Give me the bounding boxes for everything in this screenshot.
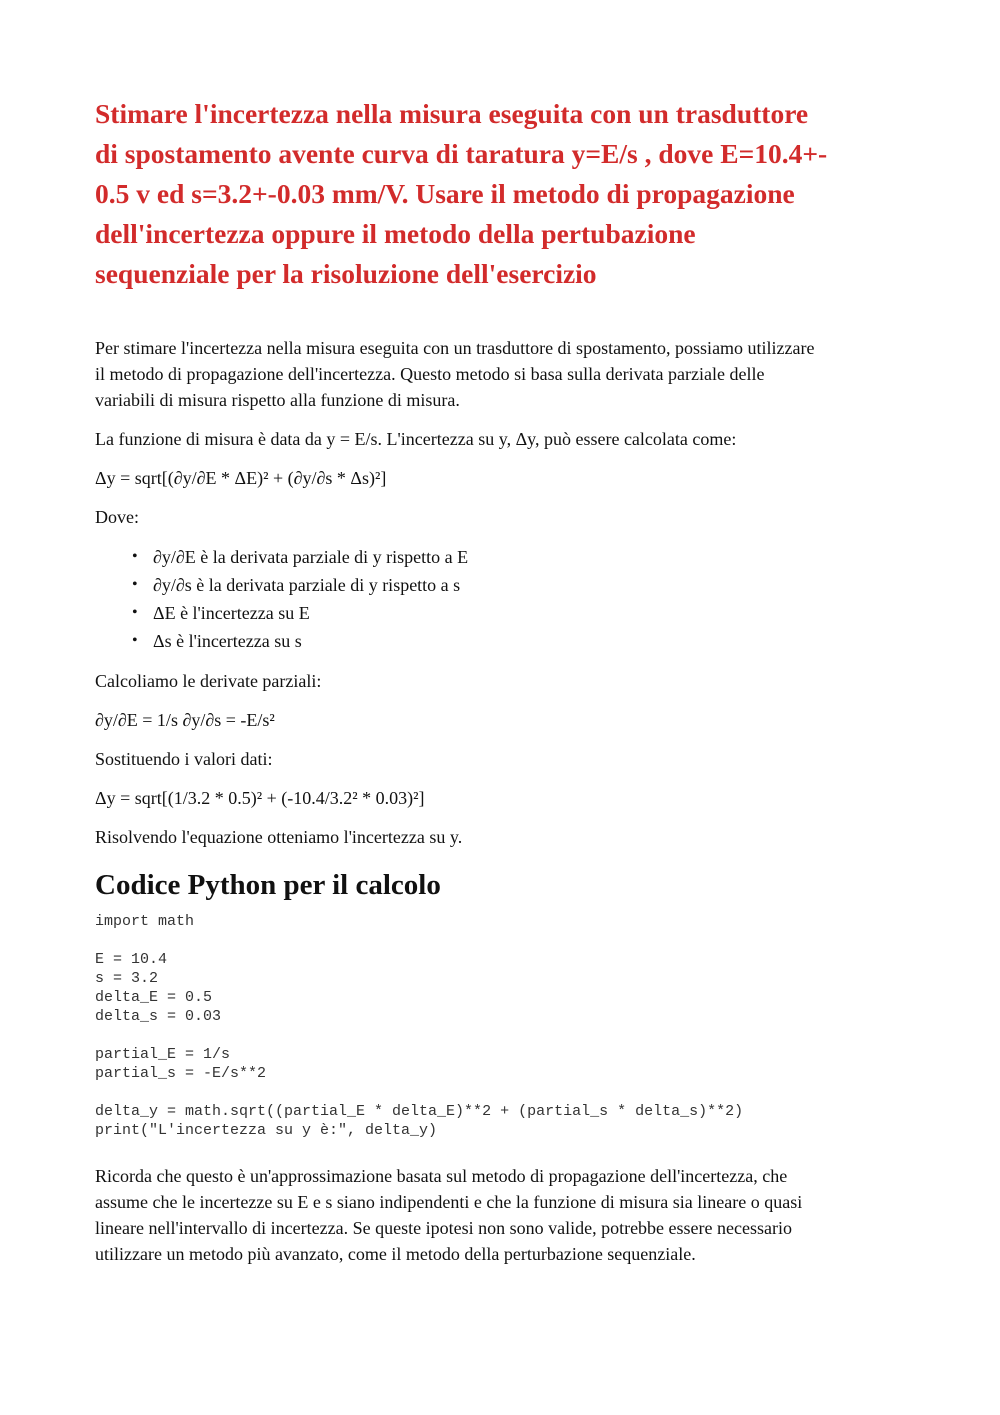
where-label: Dove: bbox=[95, 507, 139, 527]
function-paragraph: La funzione di misura è data da y = E/s. L'incertezza su y, Δy, può essere calcolata come: bbox=[95, 429, 737, 449]
document-page bbox=[95, 94, 915, 1267]
list-item-text: ∂y/∂s è la derivata parziale di y rispetto a s bbox=[153, 575, 461, 595]
where-list bbox=[95, 543, 915, 655]
title-line: 0.5 v ed s=3.2+-0.03 mm/V. Usare il metodo di propagazione bbox=[95, 178, 795, 209]
list-item bbox=[132, 627, 915, 655]
list-item-text: ∂y/∂E è la derivata parziale di y rispetto a E bbox=[153, 547, 469, 567]
final-line: assume che le incertezze su E e s siano indipendenti e che la funzione di misura sia lineare o quasi bbox=[95, 1192, 803, 1212]
general-formula: Δy = sqrt[(∂y/∂E * ΔE)² + (∂y/∂s * Δs)²] bbox=[95, 468, 387, 488]
final-line: utilizzare un metodo più avanzato, come il metodo della perturbazione sequenziale. bbox=[95, 1244, 696, 1264]
bullet-icon: • bbox=[132, 576, 138, 593]
derivatives-label: Calcoliamo le derivate parziali: bbox=[95, 671, 322, 691]
list-item-text: Δs è l'incertezza su s bbox=[153, 631, 302, 651]
substitution-label: Sostituendo i valori dati: bbox=[95, 749, 273, 769]
list-item bbox=[132, 599, 915, 627]
list-item bbox=[132, 571, 915, 599]
solving-paragraph: Risolvendo l'equazione otteniamo l'incertezza su y. bbox=[95, 827, 463, 847]
bullet-icon: • bbox=[132, 604, 138, 621]
final-line: Ricorda che questo è un'approssimazione basata sul metodo di propagazione dell'incertezza, che bbox=[95, 1166, 788, 1186]
final-paragraph bbox=[95, 1163, 915, 1267]
bullet-icon: • bbox=[132, 632, 138, 649]
intro-paragraph bbox=[95, 335, 915, 413]
title-line: dell'incertezza oppure il metodo della pertubazione bbox=[95, 218, 696, 249]
title-line: Stimare l'incertezza nella misura eseguita con un trasduttore bbox=[95, 98, 809, 129]
title-line: di spostamento avente curva di taratura y=E/s , dove E=10.4+- bbox=[95, 138, 828, 169]
intro-line: il metodo di propagazione dell'incertezza. Questo metodo si basa sulla derivata parziale delle bbox=[95, 364, 765, 384]
bullet-icon: • bbox=[132, 548, 138, 565]
document-title bbox=[95, 94, 915, 294]
substitution-formula: Δy = sqrt[(1/3.2 * 0.5)² + (-10.4/3.2² * 0.03)²] bbox=[95, 788, 425, 808]
title-line: sequenziale per la risoluzione dell'esercizio bbox=[95, 258, 597, 289]
derivatives-formula: ∂y/∂E = 1/s ∂y/∂s = -E/s² bbox=[95, 710, 275, 730]
python-code-block: import math E = 10.4 s = 3.2 delta_E = 0.5 delta_s = 0.03 partial_E = 1/s partial_s = -E/s**2 delta_y = math.sqrt((partial_E * delta_E)**2 + (partial_s * delta_s)**2) print("L'incertezza su y è:", delta_y) bbox=[95, 913, 744, 1139]
list-item bbox=[132, 543, 915, 571]
code-heading: Codice Python per il calcolo bbox=[95, 869, 441, 901]
intro-line: variabili di misura rispetto alla funzione di misura. bbox=[95, 390, 460, 410]
final-line: lineare nell'intervallo di incertezza. Se queste ipotesi non sono valide, potrebbe essere necessario bbox=[95, 1218, 792, 1238]
intro-line: Per stimare l'incertezza nella misura eseguita con un trasduttore di spostamento, possiamo utilizzare bbox=[95, 338, 815, 358]
list-item-text: ΔE è l'incertezza su E bbox=[153, 603, 310, 623]
